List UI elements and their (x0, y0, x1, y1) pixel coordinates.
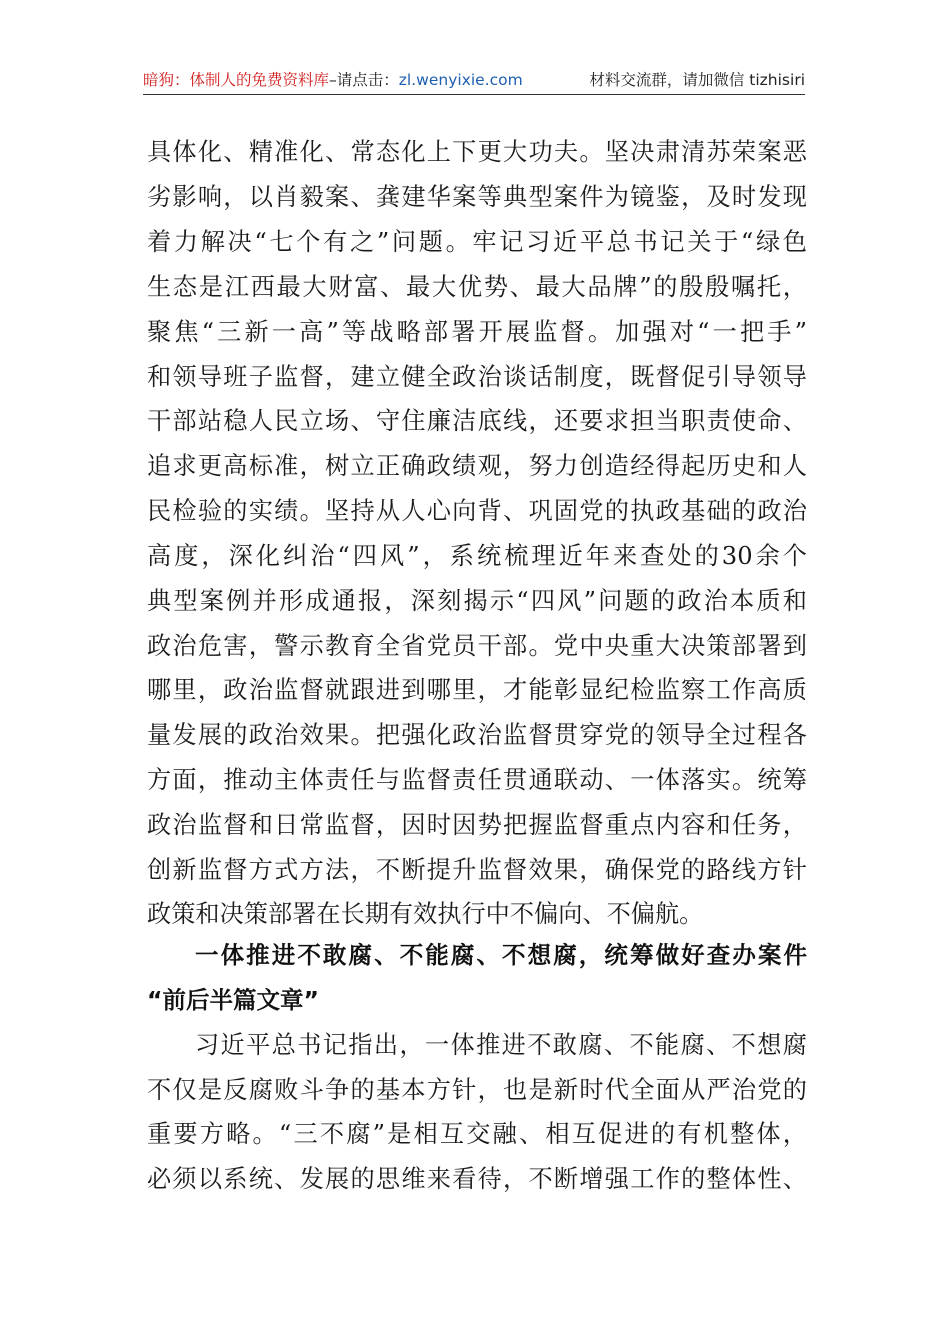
text-line: 方面，推动主体责任与监督责任贯通联动、一体落实。统筹 (147, 766, 807, 794)
heading-line: “前后半篇文章” (147, 986, 319, 1014)
text-line: 民检验的实绩。坚持从人心向背、巩固党的执政基础的政治 (147, 497, 807, 525)
text-line: 着力解决“七个有之”问题。牢记习近平总书记关于“绿色 (147, 228, 807, 256)
text-line: 典型案例并形成通报，深刻揭示“四风”问题的政治本质和 (147, 587, 807, 615)
text-line: 政治监督和日常监督，因时因势把握监督重点内容和任务， (147, 811, 807, 839)
text-line: 生态是江西最大财富、最大优势、最大品牌”的殷殷嘱托， (147, 273, 807, 301)
text-line: 政策和决策部署在长期有效执行中不偏向、不偏航。 (147, 900, 704, 928)
text-line: 具体化、精准化、常态化上下更大功夫。坚决肃清苏荣案恶 (147, 138, 807, 166)
header-brand: 暗狗：体制人的免费资料库 (143, 71, 330, 89)
text-line: 高度，深化纠治“四风”，系统梳理近年来查处的30余个 (147, 542, 807, 570)
header-left (143, 66, 523, 94)
header-link-prefix: –请点击： (329, 71, 399, 89)
text-line: 哪里，政治监督就跟进到哪里，才能彰显纪检监察工作高质 (147, 676, 807, 704)
text-line: 必须以系统、发展的思维来看待，不断增强工作的整体性、 (147, 1165, 807, 1193)
text-line: 劣影响，以肖毅案、龚建华案等典型案件为镜鉴，及时发现 (147, 183, 807, 211)
text-line: 创新监督方式方法，不断提升监督效果，确保党的路线方针 (147, 856, 807, 884)
text-line: 和领导班子监督，建立健全政治谈话制度，既督促引导领导 (147, 363, 807, 391)
text-line: 干部站稳人民立场、守住廉洁底线，还要求担当职责使命、 (147, 407, 807, 435)
text-line: 习近平总书记指出，一体推进不敢腐、不能腐、不想腐 (195, 1031, 807, 1059)
heading-line: 一体推进不敢腐、不能腐、不想腐，统筹做好查办案件 (195, 941, 807, 969)
text-line: 不仅是反腐败斗争的基本方针，也是新时代全面从严治党的 (147, 1076, 807, 1104)
text-line: 量发展的政治效果。把强化政治监督贯穿党的领导全过程各 (147, 721, 807, 749)
header-link-url[interactable]: zl.wenyixie.com (398, 71, 523, 89)
text-line: 政治危害，警示教育全省党员干部。党中央重大决策部署到 (147, 632, 807, 660)
text-line: 聚焦“三新一高”等战略部署开展监督。加强对“一把手” (147, 318, 807, 346)
text-line: 追求更高标准，树立正确政绩观，努力创造经得起历史和人 (147, 452, 807, 480)
text-line: 重要方略。“三不腐”是相互交融、相互促进的有机整体， (147, 1120, 807, 1148)
page-header (143, 66, 805, 95)
header-group-text: 材料交流群，请加微信 tizhisiri (589, 71, 805, 89)
